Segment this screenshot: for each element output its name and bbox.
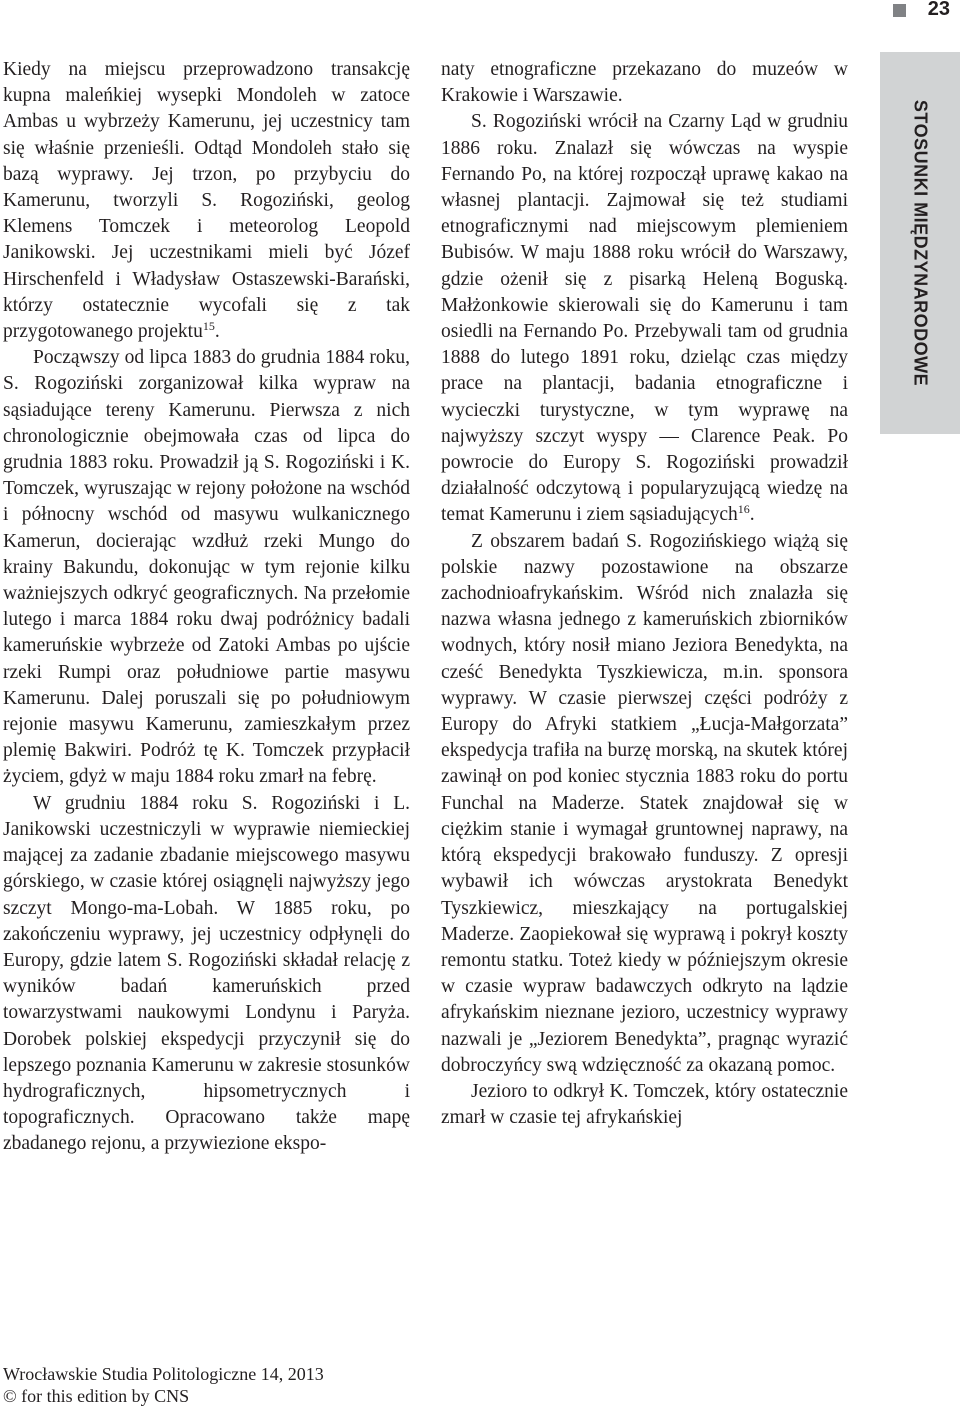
paragraph [3,57,410,345]
right-column [441,57,848,1131]
paragraph-text: Kiedy na miejscu przeprowadzono transakcję kupna maleńkiej wysepki Mondoleh w zatoce Ambas u wybrzeży Kamerunu, jej uczestnicy tam się właśnie przenieśli. Odtąd Mondoleh stało się bazą wyprawy. Jej trzon, po przybyciu do Kamerunu, tworzyli S. Rogoziński, geolog Klemens Tomczek i meteorolog Leopold Janikowski. Jej uczestnikami mieli być Józef Hirschenfeld i Władysław Ostaszewski-Barański, którzy ostatecznie wycofali się z tak przygotowanego projektu [3,59,410,343]
paragraph: Jezioro to odkrył K. Tomczek, który ostatecznie zmarł w czasie tej afrykańskiej [441,1080,848,1129]
paragraph: Z obszarem badań S. Rogozińskiego wiążą się polskie nazwy pozostawione na obszarze zachodnioafrykańskim. Wśród nich znalazła się nazwa własna jednego z kameruńskich zbiorników wodnych, który nosił miano Jeziora Benedykta, na cześć Benedykta Tyszkiewicza, m.in. sponsora wyprawy. W czasie pierwszej części podróży z Europy do Afryki statkiem „Łucja-Małgorzata” ekspedycja trafiła na burzę morską, na skutek której zawinął on pod koniec stycznia 1883 roku do portu Funchal na Maderze. Statek znajdował się w ciężkim stanie i wymagał gruntownej naprawy, na którą ekspedycji brakowało funduszy. Z opresji wybawił ich wówczas arystokrata Benedykt Tyszkiewicz, mieszkający na portugalskiej Maderze. Zaopiekował się wyprawą i pokrył koszty remontu statku. Toteż kiedy w późniejszym okresie w czasie wypraw badawczych odkryto na lądzie afrykańskim nieznane jezioro, uczestnicy wyprawy nazwali je „Jeziorem Benedykta”, pragnąc wyrazić dobroczyńcy swą wdzięczność za okazaną pomoc. [441,530,848,1076]
section-label: STOSUNKI MIĘDZYNARODOWE [910,99,931,387]
paragraph: Począwszy od lipca 1883 do grudnia 1884 roku, S. Rogoziński zorganizował kilka wypraw na sąsiadujące tereny Kamerunu. Pierwsza z nich chronologicznie obejmowała czas od lipca do grudnia 1883 roku. Prowadził ją S. Rogoziński i K. Tomczek, wyruszając w rejony położone na wschód i północny wschód od masywu wulkanicznego Kamerun, docierając wzdłuż rzeki Mungo do krainy Bakundu, dokonując w tym rejonie kilku ważniejszych odkryć geograficznych. Na przełomie lutego i marca 1884 roku dwaj podróżnicy badali kameruńskie wybrzeże od Zatoki Ambas po ujście rzeki Rumpi oraz południowe partie masywu Kamerunu. Dalej poruszali się po południowym rejonie masywu Kamerunu, zamieszkałym przez plemię Bakwiri. Podróż tę K. Tomczek przypłacił życiem, gdyż w maju 1884 roku zmarł na febrę. [3,347,410,788]
paragraph [441,109,848,528]
header-square-icon [893,4,906,17]
footnote-ref[interactable]: 16 [737,502,750,517]
paragraph: naty etnograficzne przekazano do muzeów w Krakowie i Warszawie. [441,59,848,107]
page-footer [3,1363,324,1407]
paragraph-text: S. Rogoziński wrócił na Czarny Ląd w grudniu 1886 roku. Znalazł się wówczas na wyspie Fernando Po, na której rozpoczął uprawę kakao na własnej plantacji. Zajmował się też studiami etnograficznymi nad miejscowym plemieniem Bubisów. W maju 1888 roku wrócił do Warszawy, gdzie ożenił się z pisarką Heleną Boguską. Małżonkowie skierowali się do Kamerunu i tam osiedli na Fernando Po. Przebywali tam od grudnia 1888 do lutego 1891 roku, dzieląc czas między prace na plantacji, badania etnograficzne i wycieczki turystyczne, w tym wyprawę na najwyższy szczyt wyspy — Clarence Peak. Po powrocie do Europy S. Rogoziński prowadził działalność odczytową i popularyzującą wiedzę na temat Kamerunu i ziem sąsiadujących [441,111,848,526]
page-header [760,0,960,22]
paragraph: W grudniu 1884 roku S. Rogoziński i L. Janikowski uczestniczyli w wyprawie niemieckiej mającej za zadanie zbadanie miejscowego masywu górskiego, w czasie której osiągnęli najwyższy jego szczyt Mongo-ma-Lobah. W 1885 roku, po zakończeniu wyprawy, jej uczestnicy odpłynęli do Europy, gdzie latem S. Rogoziński składał relację z wyników badań kameruńskich przed towarzystwami naukowymi Londynu i Paryża. Dorobek polskiej ekspedycji przyczynił się do lepszego poznania Kamerunu w zakresie stosunków hydrograficznych, hipsometrycznych i topograficznych. Opracowano także mapę zbadanego rejonu, a przywiezione ekspo- [3,792,410,1155]
footnote-ref[interactable]: 15 [202,319,215,334]
left-column [3,57,410,1158]
page-number: 23 [927,0,950,20]
paragraph-end: . [214,321,220,343]
journal-citation: Wrocławskie Studia Politologiczne 14, 2013 [3,1364,324,1384]
copyright-notice: © for this edition by CNS [3,1386,190,1406]
section-side-tab [880,52,960,434]
paragraph-end: . [749,504,755,526]
